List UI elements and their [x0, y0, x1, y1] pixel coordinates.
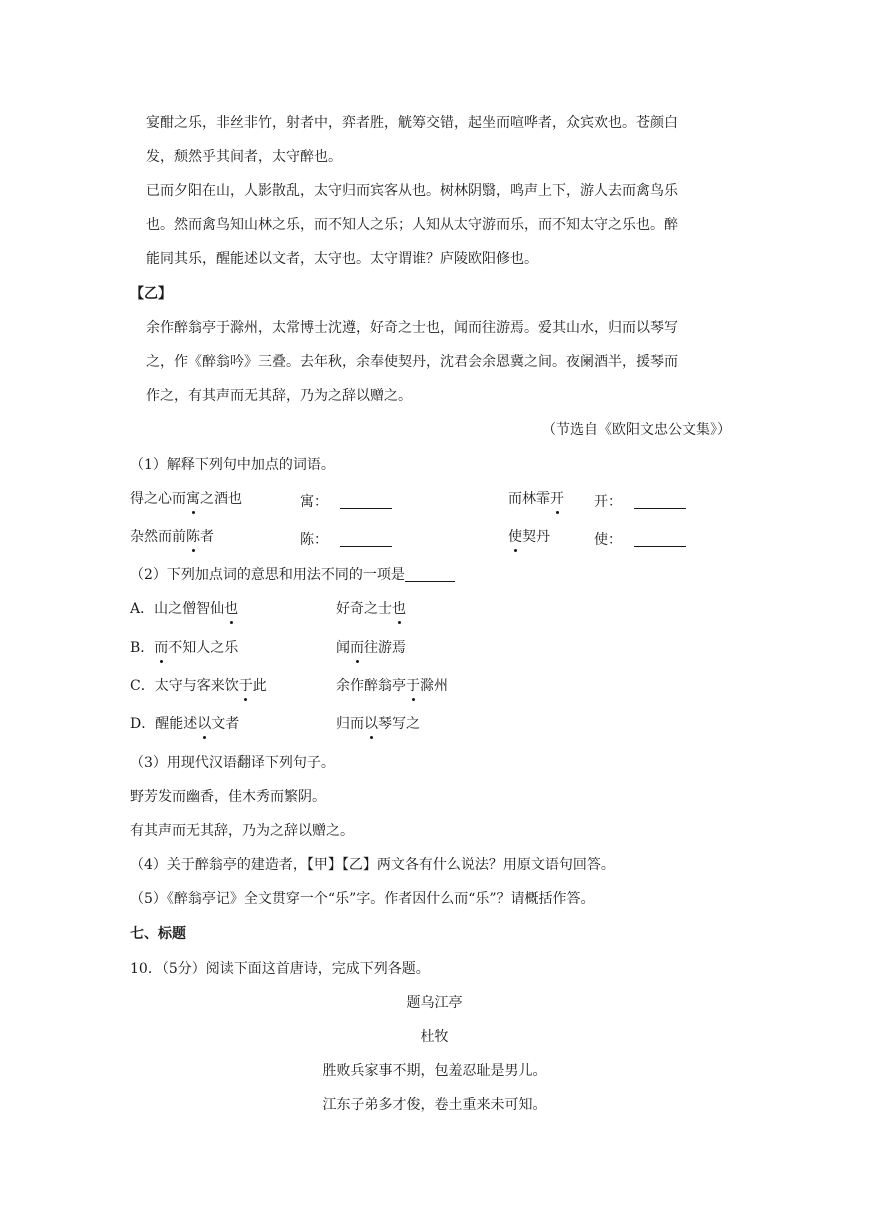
poem-line: 江东子弟多才俊，卷土重来未可知。	[322, 1097, 547, 1113]
answer-blank[interactable]	[405, 581, 455, 582]
q1-phrase: 使契丹	[508, 529, 550, 545]
answer-blank[interactable]	[634, 546, 686, 547]
q1-label: 陈：	[300, 530, 392, 550]
q3-prompt: （3）用现代汉语翻译下列句子。	[130, 755, 335, 771]
yi-line: 作之，有其声而无其辞，乃为之辞以赠之。	[146, 388, 412, 404]
q4-prompt: （4）关于醉翁亭的建造者，【甲】【乙】两文各有什么说法？用原文语句回答。	[130, 857, 615, 873]
q1-label: 寓：	[300, 492, 392, 512]
jia-line: 能同其乐，醒能述以文者，太守也。太守谓谁？庐陵欧阳修也。	[146, 251, 538, 267]
poem-author: 杜牧	[420, 1029, 449, 1045]
yi-heading: 【乙】	[130, 286, 172, 302]
poem-title: 题乌江亭	[406, 995, 463, 1011]
yi-line: 之，作《醉翁吟》三叠。去年秋，余奉使契丹，沈君会余恩冀之间。夜阑酒半，援琴而	[146, 354, 678, 370]
q1-phrase: 得之心而寓之酒也	[130, 491, 242, 507]
option-c-right: 余作醉翁亭于滁州	[336, 678, 448, 694]
q3-sentence: 野芳发而幽香，佳木秀而繁阴。	[130, 789, 326, 805]
q1-label: 使：	[594, 530, 686, 550]
option-b-right: 闻而往游焉	[336, 640, 406, 656]
option-a-left: A．山之僧智仙也	[130, 601, 239, 617]
q1-phrase: 而林霏开	[508, 491, 564, 507]
option-a-right: 好奇之士也	[336, 601, 406, 617]
q1-phrase: 杂然而前陈者	[130, 529, 214, 545]
jia-line: 发，颓然乎其间者，太守醉也。	[146, 149, 342, 165]
option-c-left: C．太守与客来饮于此	[130, 678, 267, 694]
q5-prompt: （5）《醉翁亭记》全文贯穿一个“乐”字。作者因什么而“乐”？请概括作答。	[130, 891, 595, 907]
jia-line: 也。然而禽鸟知山林之乐，而不知人之乐；人知从太守游而乐，而不知太守之乐也。醉	[146, 217, 678, 233]
q3-sentence: 有其声而无其辞，乃为之辞以赠之。	[130, 823, 354, 839]
q1-prompt: （1）解释下列句中加点的词语。	[130, 457, 335, 473]
section-heading: 七、标题	[130, 926, 186, 942]
q2-prompt: （2）下列加点词的意思和用法不同的一项是	[130, 565, 455, 585]
answer-blank[interactable]	[634, 508, 686, 509]
q10-prompt: 10．（5分）阅读下面这首唐诗，完成下列各题。	[130, 961, 430, 977]
option-d-left: D．醒能述以文者	[130, 716, 240, 732]
poem-line: 胜败兵家事不期，包羞忍耻是男儿。	[322, 1063, 547, 1079]
option-d-right: 归而以琴写之	[336, 716, 420, 732]
source-note: （节选自《欧阳文忠公文集》）	[542, 422, 731, 438]
answer-blank[interactable]	[340, 508, 392, 509]
jia-line: 宴酣之乐，非丝非竹，射者中，弈者胜，觥筹交错，起坐而喧哗者，众宾欢也。苍颜白	[146, 115, 678, 131]
jia-line: 已而夕阳在山，人影散乱，太守归而宾客从也。树林阴翳，鸣声上下，游人去而禽鸟乐	[146, 183, 678, 199]
q1-label: 开：	[594, 492, 686, 512]
option-b-left: B．而不知人之乐	[130, 640, 239, 656]
answer-blank[interactable]	[340, 546, 392, 547]
yi-line: 余作醉翁亭于滁州，太常博士沈遵，好奇之士也，闻而往游焉。爱其山水，归而以琴写	[146, 320, 678, 336]
